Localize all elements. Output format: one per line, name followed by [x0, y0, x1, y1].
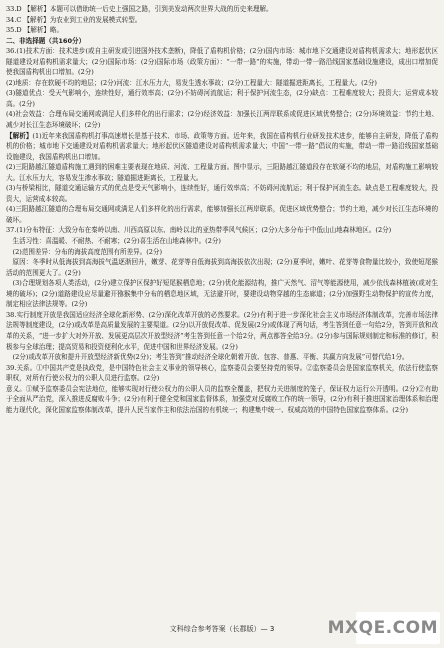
answer-34: 34.C 【解析】为农业到工业的发展模式转型。 [6, 15, 142, 24]
analysis-36-part3: (3)与桥梁相比，隧道交通运输方式的优点是受天气影响小，连续性好，通行效率高；不妨碍河流航运；利于保护河流生态。缺点是工程难度较大，投资大，运营成本较高。 [6, 184, 438, 203]
analysis-36-part4: (4)三阳路越江隧道的合理布局交通网或满足人们多样化的出行需求，能够加强长江两岸联系，促进区域优势整合；节约土地，减少对长江生态环境的破坏。 [6, 205, 438, 224]
answer-35: 35.D 【解析】略。 [6, 26, 64, 35]
analysis-36-part1-text: (1)近年来我国盾构机打事高速增长是基于技术、市场、政策等方面。近年来，我国在盾构机行业研发技术进步，能够自主研发，降低了盾构机的价格；城市地下交通建设对盾构机需求量大；地形起伏区隧道建设对盾构机需求量大；中国“一带一路”倡议的实施，带动一带一路沿线国家基础设施建设，我国盾构机出口增加。 [6, 131, 438, 161]
analysis-label: 【解析】 [6, 131, 33, 140]
answer-39-relation: 39.关系。①中国共产党是执政党，是中国特色社会主义事业的领导核心，监察委员会要坚持党的领导。②监察委员会是国家监察机关，依法行使监察职权，对所有行使公权力的公职人员进行监察。(2分) [6, 363, 438, 383]
answer-33: 33.D 【解析】本题可以借助统一后史上强国之路，引到美发动两次世界大战的历史来理解。 [6, 5, 273, 13]
answer-37-part1-habits: 生活习性：喜温暖、不耐热、不耐寒；(2分)喜生活在山地森林中。(2分) [12, 237, 221, 246]
answer-36-part3: (3)隧道优点：受天气影响小，连续性好，通行效率高；(2分)不妨碍河流航运；利于保护河流生态，(2分)缺点：工程难度较大；投资大；运营成本较高。(2分) [6, 89, 438, 108]
answer-36-part4: (4)社会效益：合理布局交通网或满足人们多样化的出行需求；(2分)经济效益：加强长江两岸联系或促进区域优势整合；(2分)环境效益：节约土地、减少对长江生态环境破坏；(2分) [6, 110, 438, 130]
answer-38-note: (2分)或改革开放和提升开放型经济新优势(2分)；考生答到“推动经济全球化朝着开放、包容、普惠、平衡、共赢方向发展”可替代给1分。 [12, 353, 409, 362]
answer-37-part2: (2)范围差异：分布的海拔高度范围有所差异。(2分) [12, 247, 163, 256]
answer-37-part2-reason: 原因：冬季时从低海拔到高海拔气温逐渐回升，嫩芽、花芽等自低海拔到高海拔依次出现；(2分)夏季时，嫩叶、花芽等食物量比较小，致使短尾猴活动的范围更大了。(2分) [6, 258, 438, 277]
answer-key-page [6, 4, 438, 644]
watermark-logo: MXQE.COM [327, 618, 438, 638]
answer-37-part3: (3)合理规划各项人类活动，(2分)建立保护区保护好短尾猴栖息地；(2分)优化能源结构，推广天然气、沼气等能源使用，减少依伐森林植被(或对生境的破坏)；(2分)道路建设应尽量避开猕猴集中分布的栖息地区域，无法避开时，要建设动物穿越的生态廊道；(2分)加强野生动物保护的宣传力度，制定相应法律法规等。(2分) [6, 279, 438, 309]
answer-38: 38.实行制度开放是我国适应经济全球化新形势、(2分)深化改革开放的必然要求。(2分)有利于进一步深化社会主义市场经济体制改革，完善市场法律法规等制度建设，(2分)或改革是高质量发展的主要渠道。(2分)以开放促改革、促发展(2分)或体现了两句话，考生答到任意一句给2分，答到开放和改革的关系，“进一步扩大对外开放、发展更高层次开放型经济”考生答到任意一个给2分，两点都答全给3分。(2分)参与国际规则制定和标准的修订，积极参与全球治理；提高贸易和投资便利化水平，促进中国和世界经济发展。(2分) [6, 310, 438, 351]
answer-36-part2: (2)地质：存在软硬不均的地层；(2分)河流：江水压力大，易发生透水事故；(2分)工程量大：隧道掘进距离长，工程量大。(2分) [6, 78, 377, 87]
analysis-36-part1 [6, 131, 438, 163]
section-heading: 二、非选择题（共160分） [6, 36, 86, 45]
answer-36-part1: 36.(1)技术方面：技术进步(或自主研发或引进国外技术垄断)，降低了盾构机价格；(2分)国内市场：城市地下交通建设对盾构机需求大；地形起伏区隧道建设对盾构机需求量大；(2分)国际市场：(2分)国际市场（政策方面）：“一带一路”的实施，带动一带一路沿线国家基础设施建设，成出口增加促使我国盾构机出口增加。(2分) [6, 47, 438, 77]
page-footer: 文科综合参考答案（长郡版）— 3 [169, 625, 275, 633]
answer-37-part1: 37.(1)分布特征：大致分布在秦岭以南、川西高原以东、南岭以北的亚热带季风气候区；(2分)大多分布于中低山山地森林地区。(2分) [6, 226, 392, 235]
answer-39-significance: 意义。①赋予监察委员会宪法地位，能够实现对行使公权力的公职人员的监察全覆盖，把权力关进制度的笼子，保证权力运行公开透明。(2分)②有助于全面从严治党，深入推进反腐败斗争；(2分)有利于健全党和国家监督体系，加强党对反腐败工作的统一领导，(2分)有利于推进国家治理体系和治理能力现代化，深化国家监察体制改革，提升人民当家作主和依法治国的有机统一；构建集中统一、权威高效的中国特色国家监察体系。(2分) [6, 384, 438, 414]
analysis-36-part2: (2)三阳路越江隧道盾构施工遇到的困难主要表现在地质、河流、工程量方面。图中显示，三阳路越江隧道段存在软硬不均的地层，对盾构施工影响较大。江水压力大，容易发生渗水事故；隧道掘进距离长，工程量大。 [6, 163, 438, 182]
